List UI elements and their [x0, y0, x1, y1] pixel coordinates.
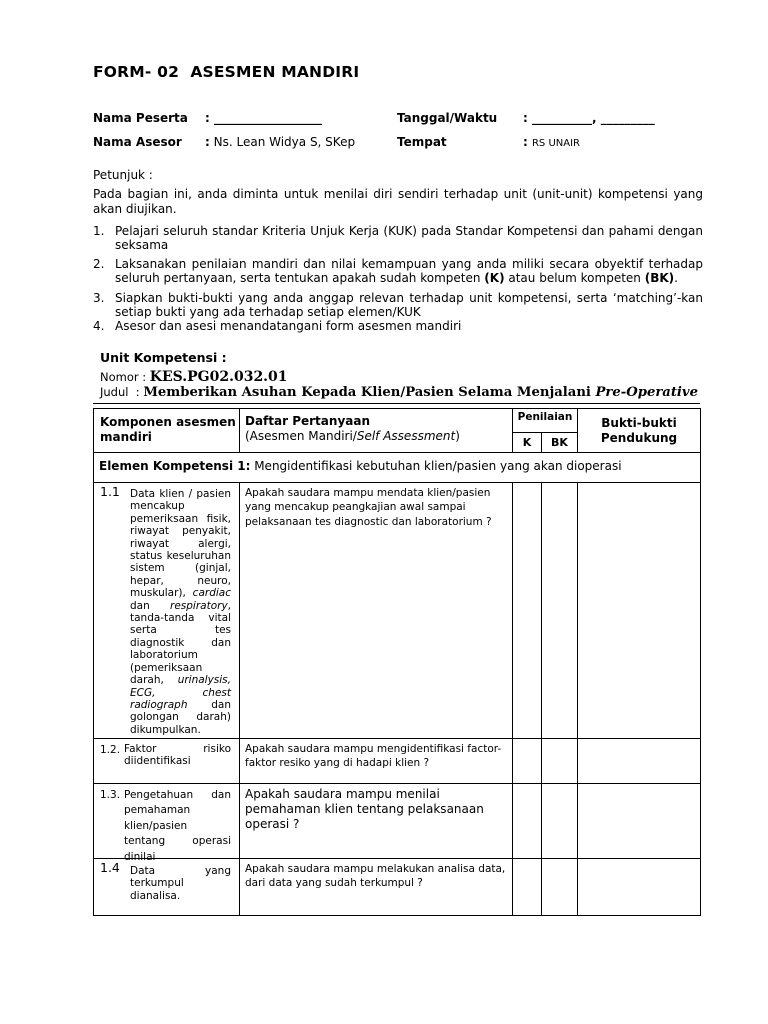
form-title: FORM- 02 ASESMEN MANDIRI	[93, 63, 360, 81]
instruction-item-1	[93, 224, 703, 252]
instruction-num: 4.	[93, 319, 105, 333]
row-component-text: Data klien / pasien mencakup pemeriksaan fisik, riwayat penyakit, riwayat alergi, status keseluruhan sistem (ginjal, hepar, neuro, muskular), cardiac dan respiratory, tanda-tanda vital serta tes diagnostik dan laboratorium (pemeriksaan darah, urinalysis, ECG, chest radiograph dan golongan darah) dikumpulkan.	[130, 488, 231, 736]
bukti-cell[interactable]	[578, 483, 701, 739]
header-k: K	[513, 433, 542, 453]
instruction-text: Siapkan bukti-bukti yang anda anggap relevan terhadap unit kompetensi, serta ‘matching’-kan setiap bukti yang ada terhadap setiap elemen/KUK	[115, 291, 703, 319]
k-cell[interactable]	[513, 483, 542, 739]
bukti-cell[interactable]	[578, 859, 701, 916]
row-question: Apakah saudara mampu mengidentifikasi factor-faktor resiko yang di hadapi klien ?	[240, 739, 513, 784]
nama-peserta-label: Nama Peserta	[93, 111, 188, 125]
header-bukti: Bukti-bukti Pendukung	[578, 409, 701, 453]
tanggal-label: Tanggal/Waktu	[397, 111, 498, 125]
header-daftar-pertanyaan: Daftar Pertanyaan (Asesmen Mandiri/Self Assessment)	[240, 409, 513, 453]
instruction-num: 3.	[93, 291, 105, 305]
table-row	[94, 739, 701, 784]
unit-kompetensi-heading: Unit Kompetensi :	[100, 350, 227, 365]
row-number: 1.4	[100, 860, 120, 875]
row-number: 1.1	[100, 484, 120, 499]
instruction-text: Pelajari seluruh standar Kriteria Unjuk Kerja (KUK) pada Standar Kompetensi dan pahami dengan seksama	[115, 224, 703, 252]
instruction-text: Asesor dan asesi menandatangani form asesmen mandiri	[115, 319, 462, 333]
bk-cell[interactable]	[542, 784, 578, 859]
tempat-label: Tempat	[397, 135, 447, 149]
row-component-text: Pengetahuan dan pemahaman klien/pasien tentang operasi dinilai	[124, 789, 231, 863]
tempat-colon: :	[523, 135, 532, 149]
header-komponen: Komponen asesmen mandiri	[94, 409, 240, 453]
divider	[93, 403, 700, 404]
row-component	[94, 739, 240, 784]
bukti-cell[interactable]	[578, 739, 701, 784]
row-question: Apakah saudara mampu melakukan analisa data, dari data yang sudah terkumpul ?	[240, 859, 513, 916]
unit-title: Memberikan Asuhan Kepada Klien/Pasien Selama Menjalani Pre-Operative	[143, 385, 698, 400]
row-component	[94, 859, 240, 916]
tempat-name: RS UNAIR	[531, 138, 580, 149]
nama-asesor-name: Ns. Lean Widya S, SKep	[209, 135, 356, 149]
nama-asesor-value: : Ns. Lean Widya S, SKep	[205, 135, 356, 149]
k-cell[interactable]	[513, 784, 542, 859]
unit-nomor: Nomor : KES.PG02.032.01	[100, 369, 288, 385]
table-row	[94, 784, 701, 859]
instruction-num: 2.	[93, 257, 105, 271]
elemen-kompetensi-row: Elemen Kompetensi 1: Mengidentifikasi kebutuhan klien/pasien yang akan dioperasi	[94, 453, 701, 483]
k-cell[interactable]	[513, 859, 542, 916]
row-component-text: Faktor risiko diidentifikasi	[124, 743, 231, 768]
unit-code: KES.PG02.032.01	[149, 369, 288, 385]
nama-asesor-label: Nama Asesor	[93, 135, 182, 149]
instruction-item-3	[93, 291, 703, 319]
row-component	[94, 784, 240, 863]
k-cell[interactable]	[513, 739, 542, 784]
petunjuk-intro: Pada bagian ini, anda diminta untuk menilai diri sendiri terhadap unit (unit-unit) kompetensi yang akan diujikan.	[93, 187, 703, 216]
table-row	[94, 483, 701, 739]
instruction-text: Laksanakan penilaian mandiri dan nilai kemampuan yang anda miliki secara obyektif terhadap seluruh pertanyaan, serta tentukan apakah sudah kompeten (K) atau belum kompeten (BK).	[115, 257, 703, 285]
tanggal-value[interactable]: : __________, _________	[523, 111, 655, 125]
row-number: 1.2.	[100, 744, 121, 756]
table-row	[94, 859, 701, 916]
instruction-num: 1.	[93, 224, 105, 238]
instruction-item-2	[93, 257, 703, 285]
unit-judul: Judul : Memberikan Asuhan Kepada Klien/Pasien Selama Menjalani Pre-Operative	[100, 385, 698, 400]
row-component-text: Data yang terkumpul dianalisa.	[130, 865, 231, 902]
petunjuk-heading: Petunjuk :	[93, 168, 153, 182]
bk-cell[interactable]	[542, 483, 578, 739]
row-component	[94, 483, 240, 739]
bk-cell[interactable]	[542, 739, 578, 784]
bukti-cell[interactable]	[578, 784, 701, 859]
header-penilaian: Penilaian	[513, 409, 578, 433]
bk-cell[interactable]	[542, 859, 578, 916]
row-number: 1.3.	[100, 789, 121, 801]
tempat-value	[523, 135, 580, 149]
header-bk: BK	[542, 433, 578, 453]
assessment-table	[93, 408, 701, 916]
instruction-item-4	[93, 319, 703, 333]
row-question: Apakah saudara mampu mendata klien/pasien yang mencakup peangkajian awal sampai pelaksanaan tes diagnostic dan laboratorium ?	[240, 483, 513, 739]
nama-peserta-value[interactable]: : __________________	[205, 111, 322, 125]
row-question: Apakah saudara mampu menilai pemahaman klien tentang pelaksanaan operasi ?	[240, 784, 513, 859]
